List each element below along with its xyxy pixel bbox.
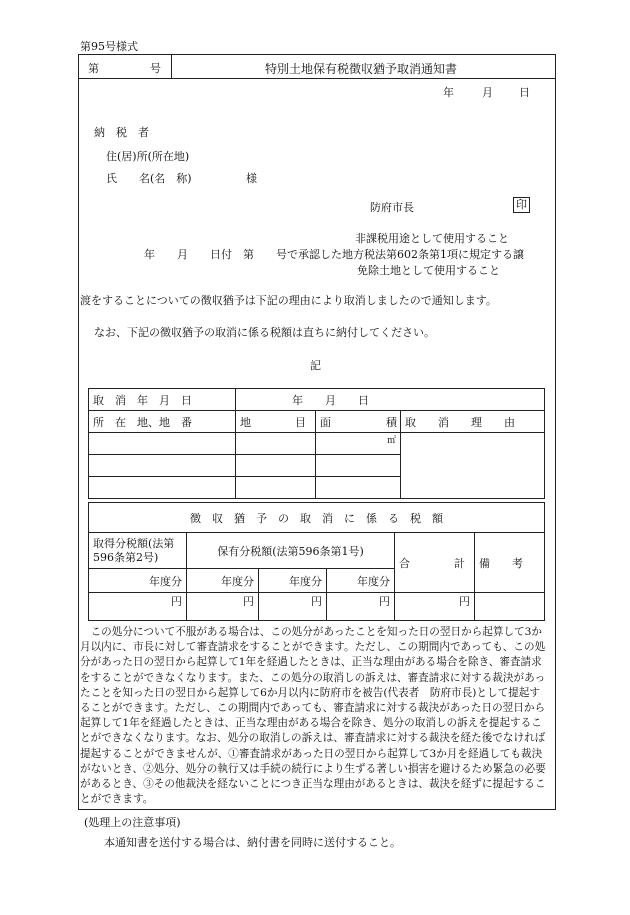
land-area-cell bbox=[316, 477, 401, 499]
acquisition-tax-label-1: 取得分税額(法第 bbox=[93, 536, 175, 550]
address-label: 住(居)所(所在地) bbox=[106, 150, 190, 163]
ki-mark: 記 bbox=[310, 359, 321, 372]
cancel-date-label bbox=[89, 389, 236, 411]
name-label: 氏 名(名 称) bbox=[106, 172, 192, 185]
notice-number-label: 第 bbox=[88, 62, 99, 75]
land-table bbox=[88, 388, 545, 499]
acquisition-tax-label bbox=[89, 533, 187, 569]
remarks-label: 備 考 bbox=[475, 533, 545, 593]
date-year: 年 bbox=[443, 86, 454, 99]
issuer-title: 防府市長 bbox=[370, 201, 414, 214]
approval-option-2: 免除土地として使用すること bbox=[357, 264, 500, 277]
land-chimoku-cell bbox=[236, 477, 316, 499]
form-number: 第95号様式 bbox=[80, 40, 138, 53]
col-area: 面 積 bbox=[316, 411, 401, 433]
land-location-cell bbox=[89, 477, 236, 499]
acquisition-tax-label-2: 596条第2号) bbox=[93, 550, 159, 564]
yen-hold-2: 円 bbox=[259, 593, 327, 621]
yen-total: 円 bbox=[395, 593, 475, 621]
approval-option-1: 非課税用途として使用すること bbox=[355, 232, 509, 245]
col-reason: 取 消 理 由 bbox=[401, 411, 545, 433]
amount-row bbox=[89, 593, 545, 621]
fiscal-year-hold-1: 年度分 bbox=[187, 569, 259, 593]
land-row bbox=[89, 433, 545, 455]
tax-header-row bbox=[89, 503, 545, 533]
tax-header: 徴 収 猶 予 の 取 消 に 係 る 税 額 bbox=[89, 503, 545, 533]
header-separator bbox=[171, 54, 172, 78]
document-title: 特別土地保有税徴収猶予取消通知書 bbox=[265, 62, 458, 76]
reason-cell bbox=[401, 433, 545, 499]
header-divider bbox=[78, 78, 556, 79]
yen-hold-1: 円 bbox=[187, 593, 259, 621]
land-location-cell bbox=[89, 455, 236, 477]
fiscal-year-acq: 年度分 bbox=[89, 569, 187, 593]
date-day: 日 bbox=[519, 86, 530, 99]
notice-number-suffix: 号 bbox=[150, 62, 161, 75]
land-chimoku-cell bbox=[236, 433, 316, 455]
remarks-cell bbox=[475, 593, 545, 621]
approval-continuation: 渡をすることについての徴収猶予は下記の理由により取消しましたので通知します。 bbox=[80, 294, 497, 307]
fiscal-year-hold-2: 年度分 bbox=[259, 569, 327, 593]
cancel-date-value bbox=[236, 389, 545, 411]
land-location-cell bbox=[89, 433, 236, 455]
appeal-notice: この処分について不服がある場合は、この処分があったことを知った日の翌日から起算して3か月以内に、市長に対して審査請求をすることができます。ただし、この期間内であっても、この処分があった日の翌日から起算して1年を経過したときは、正当な理由がある場合を除き、審査請求をすることができなくなります。また、この処分の取消しの訴えは、審査請求に対する裁決があったことを知った日の翌日から起算して6か月以内に防府市を被告(代表者 防府市長)として提起することができます。ただし、この期間内であっても、審査請求に対する裁決があった日の翌日から起算して1年を経過したときは、正当な理由がある場合を除き、処分の取消しの訴えを提起することができなくなります。なお、処分の取消しの訴えは、審査請求に対する裁決を経た後でなければ提起することができませんが、①審査請求があった日の翌日から起算して3か月を経過しても裁決がないとき、②処分、処分の執行又は手続の続行により生ずる著しい損害を避けるため緊急の必要があるとき、③その他裁決を経ないことにつき正当な理由があるときは、裁決を経ずに提起することができます。 bbox=[80, 626, 546, 806]
handling-text: 本通知書を送付する場合は、納付書を同時に送付すること。 bbox=[104, 836, 401, 849]
handling-heading: (処理上の注意事項) bbox=[84, 816, 181, 829]
land-chimoku-cell bbox=[236, 455, 316, 477]
fiscal-year-hold-3: 年度分 bbox=[327, 569, 395, 593]
yen-acq: 円 bbox=[89, 593, 187, 621]
cancel-date-row bbox=[89, 389, 545, 411]
land-area-cell bbox=[316, 455, 401, 477]
col-location: 所 在 地、地 番 bbox=[89, 411, 236, 433]
yen-hold-3: 円 bbox=[327, 593, 395, 621]
date-month: 月 bbox=[482, 86, 493, 99]
seal-mark bbox=[513, 197, 530, 213]
area-unit: ㎡ bbox=[316, 433, 401, 455]
land-header-row bbox=[89, 411, 545, 433]
tax-label-row bbox=[89, 533, 545, 569]
taxpayer-label: 納 税 者 bbox=[94, 126, 149, 139]
honorific: 様 bbox=[246, 172, 257, 185]
holding-tax-label: 保有分税額(法第596条第1号) bbox=[187, 533, 395, 569]
approval-main-line: 年 月 日付 第 号で承認した地方税法第602条第1項に規定する譲 bbox=[144, 248, 524, 261]
seal-char: 印 bbox=[513, 197, 530, 213]
col-chimoku: 地 目 bbox=[236, 411, 316, 433]
tax-table bbox=[88, 502, 545, 621]
cancel-date-label-text: 取 消 年 月 日 bbox=[93, 393, 192, 407]
payment-notice: なお、下記の徴収猶予の取消に係る税額は直ちに納付してください。 bbox=[94, 326, 435, 339]
total-label: 合 計 bbox=[395, 533, 475, 593]
cancel-date-value-text: 年 月 日 bbox=[292, 393, 369, 407]
